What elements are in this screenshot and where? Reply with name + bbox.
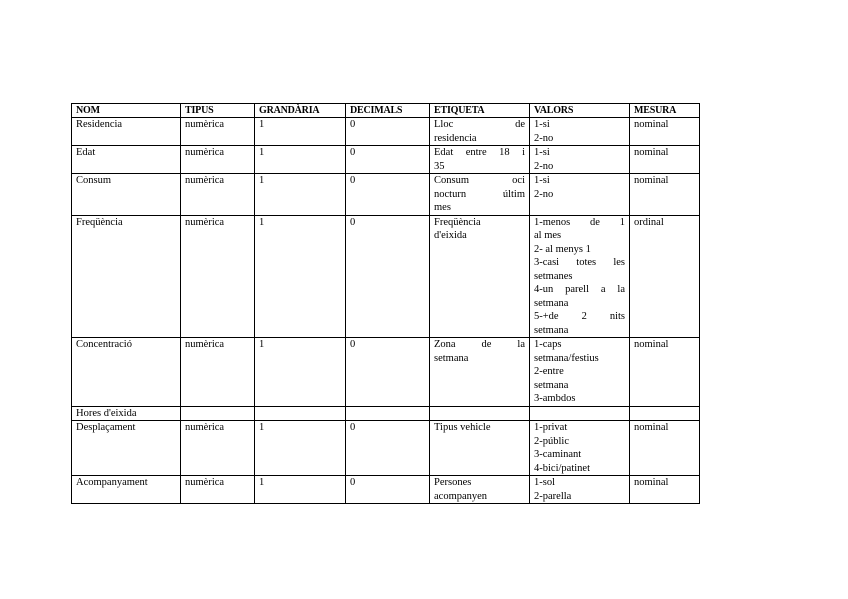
table-row [72,406,700,421]
cell-valors-line: 2-no [534,160,554,172]
cell-etiqueta-line: setmana [434,352,469,364]
cell-etiqueta [430,421,530,476]
cell-grandaria: 1 [255,118,346,146]
cell-valors-line: 2-entre [534,366,564,377]
cell-tipus: numèrica [181,174,255,216]
cell-grandaria: 1 [255,174,346,216]
cell-decimals: 0 [346,421,430,476]
cell-etiqueta-line: Freqüència [434,216,481,228]
cell-tipus: numèrica [181,421,255,476]
cell-etiqueta-line: Persones [434,477,472,488]
cell-valors-line: 2- al menys 1 [534,243,591,255]
cell-valors-line: 1-si [534,147,550,158]
variables-table [71,103,700,504]
cell-grandaria [255,406,346,421]
table-row [72,118,700,146]
cell-mesura: nominal [630,338,700,407]
cell-etiqueta [430,215,530,338]
cell-etiqueta [430,118,530,146]
cell-decimals: 0 [346,118,430,146]
cell-valors [530,421,630,476]
cell-valors-line: 2-parella [534,490,572,502]
cell-valors-line: setmana [534,379,569,391]
cell-decimals: 0 [346,338,430,407]
table-row [72,215,700,338]
cell-valors-line: 1-caps [534,339,562,350]
cell-valors-line: 1-privat [534,422,568,433]
cell-decimals: 0 [346,146,430,174]
header-valors: VALORS [530,104,630,118]
cell-valors-line: setmana/festius [534,352,599,364]
cell-valors-line: 2-no [534,132,554,144]
cell-etiqueta-line: acompanyen [434,490,488,502]
table-row [72,146,700,174]
table-row [72,476,700,504]
cell-etiqueta-line: Consum oci [434,175,525,186]
cell-nom: Hores d'eixida [72,406,181,421]
cell-etiqueta-line: mes [434,202,451,213]
cell-tipus: numèrica [181,338,255,407]
cell-tipus: numèrica [181,118,255,146]
cell-tipus: numèrica [181,146,255,174]
cell-nom: Freqüència [72,215,181,338]
cell-valors [530,338,630,407]
cell-valors [530,118,630,146]
header-tipus: TIPUS [181,104,255,118]
cell-valors-line: 1-menos de 1 [534,216,625,228]
cell-nom: Concentració [72,338,181,407]
cell-valors [530,146,630,174]
cell-valors-line: 5-+de 2 nits [534,311,625,322]
cell-valors-line: 2-no [534,188,554,200]
table-row [72,174,700,216]
cell-decimals [346,406,430,421]
cell-valors [530,174,630,216]
cell-valors-line: 1-si [534,175,550,186]
cell-decimals: 0 [346,476,430,504]
header-decimals: DECIMALS [346,104,430,118]
cell-etiqueta-line: Tipus vehicle [434,422,491,433]
cell-mesura: nominal [630,421,700,476]
cell-valors-line: setmanes [534,270,573,282]
cell-etiqueta [430,338,530,407]
cell-mesura: nominal [630,146,700,174]
header-mesura: MESURA [630,104,700,118]
cell-valors-line: setmana [534,297,569,309]
cell-etiqueta-line: Lloc de [434,119,525,130]
cell-valors-line: 3-ambdos [534,393,576,404]
cell-valors [530,476,630,504]
cell-decimals: 0 [346,215,430,338]
cell-nom: Edat [72,146,181,174]
cell-etiqueta [430,476,530,504]
table-row [72,338,700,407]
cell-grandaria: 1 [255,421,346,476]
header-nom: NOM [72,104,181,118]
cell-etiqueta [430,174,530,216]
cell-valors [530,406,630,421]
cell-mesura: ordinal [630,215,700,338]
cell-valors-line: 3-casi totes les [534,257,625,268]
cell-grandaria: 1 [255,476,346,504]
cell-etiqueta-line: 35 [434,160,445,172]
cell-mesura [630,406,700,421]
cell-valors-line: 1-sol [534,477,555,488]
header-grandaria: GRANDÀRIA [255,104,346,118]
table-body [72,118,700,504]
table-row [72,421,700,476]
header-row [72,104,700,118]
cell-tipus: numèrica [181,476,255,504]
cell-valors-line: setmana [534,324,569,336]
cell-grandaria: 1 [255,338,346,407]
cell-valors-line: 3-caminant [534,449,582,460]
cell-etiqueta-line: residencia [434,132,477,144]
header-etiqueta: ETIQUETA [430,104,530,118]
cell-etiqueta-line: Zona de la [434,339,525,350]
cell-valors-line: 2-públic [534,435,569,447]
cell-grandaria: 1 [255,215,346,338]
cell-etiqueta [430,406,530,421]
cell-valors-line: al mes [534,230,562,241]
cell-mesura: nominal [630,476,700,504]
cell-nom: Residencia [72,118,181,146]
cell-nom: Acompanyament [72,476,181,504]
cell-tipus: numèrica [181,215,255,338]
cell-valors [530,215,630,338]
cell-nom: Desplaçament [72,421,181,476]
cell-etiqueta-line: Edat entre 18 i [434,147,525,158]
cell-valors-line: 1-si [534,119,550,130]
cell-mesura: nominal [630,174,700,216]
cell-nom: Consum [72,174,181,216]
cell-grandaria: 1 [255,146,346,174]
cell-valors-line: 4-bici/patinet [534,462,590,474]
cell-valors-line: 4-un parell a la [534,284,625,295]
cell-etiqueta-line: d'eixida [434,230,467,241]
cell-etiqueta-line: nocturn últim [434,188,525,200]
cell-decimals: 0 [346,174,430,216]
cell-etiqueta [430,146,530,174]
cell-tipus [181,406,255,421]
cell-mesura: nominal [630,118,700,146]
